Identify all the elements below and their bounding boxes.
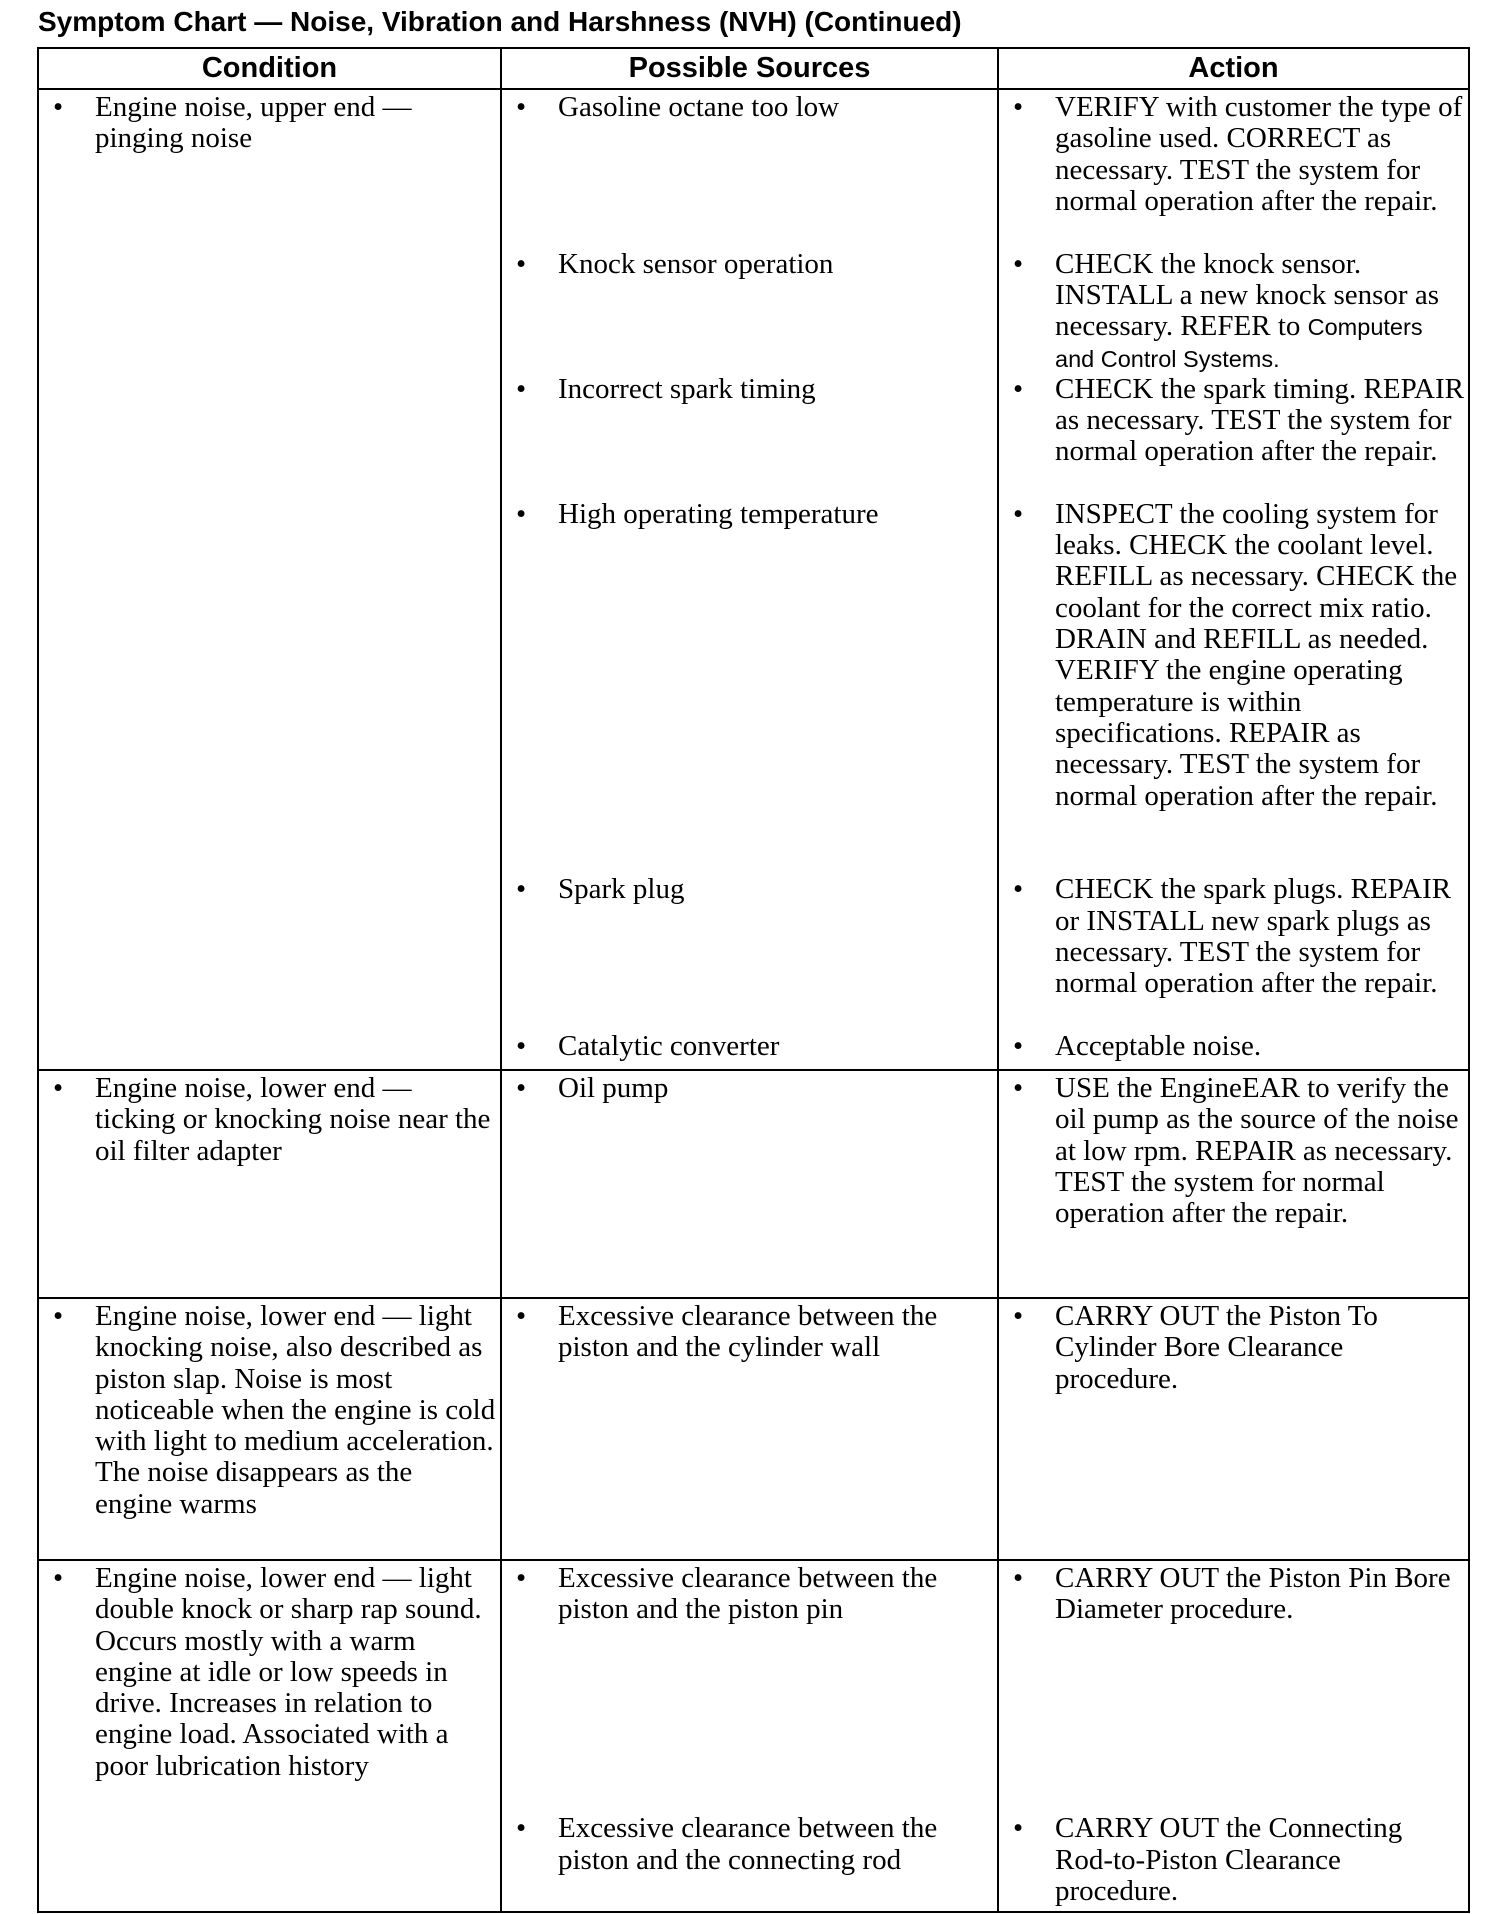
action-item: • CHECK the spark plugs. REPAIR or INSTALL new spark plugs as necessary. TEST the system for normal operation after the repair.: [999, 874, 1468, 1031]
condition-text: • Engine noise, lower end — ticking or knocking noise near the oil filter adapter: [39, 1073, 500, 1167]
action-item: • CARRY OUT the Connecting Rod-to-Piston Clearance procedure.: [999, 1813, 1468, 1907]
condition-header: Condition: [38, 48, 501, 89]
source-item: • Spark plug: [502, 874, 997, 1031]
source-item: • Knock sensor operation: [502, 249, 997, 374]
condition-cell: [38, 1560, 501, 1912]
possible-sources-header: Possible Sources: [501, 48, 998, 89]
action-item: • USE the EngineEAR to verify the oil pump as the source of the noise at low rpm. REPAIR as necessary. TEST the system for normal operation after the repair.: [999, 1073, 1468, 1229]
action-text: CHECK the knock sensor. INSTALL a new knock sensor as necessary. REFER to: [1055, 247, 1439, 343]
sources-cell: [501, 1560, 998, 1912]
sources-cell: [501, 1070, 998, 1298]
table-header-row: [38, 48, 1469, 89]
action-item: • VERIFY with customer the type of gasoline used. CORRECT as necessary. TEST the system for normal operation after the repair.: [999, 92, 1468, 249]
source-item: • Excessive clearance between the piston and the connecting rod: [502, 1813, 997, 1876]
source-item: • Catalytic converter: [502, 1031, 997, 1062]
action-cell: [998, 89, 1469, 1070]
symptom-chart-table: [37, 47, 1470, 1913]
source-item: • High operating temperature: [502, 499, 997, 875]
source-item: • Oil pump: [502, 1073, 997, 1104]
condition-text: • Engine noise, lower end — light knocking noise, also described as piston slap. Noise is most noticeable when the engine is cold with light to medium acceleration. The noise disappears as the engine warms: [39, 1301, 500, 1520]
action-item: • CARRY OUT the Piston Pin Bore Diameter procedure.: [999, 1563, 1468, 1813]
condition-cell: [38, 1070, 501, 1298]
condition-text: • Engine noise, lower end — light double knock or sharp rap sound. Occurs mostly with a warm engine at idle or low speeds in drive. Increases in relation to engine load. Associated with a poor lubrication history: [39, 1563, 500, 1782]
reference-text: Computers and Control Systems.: [1055, 314, 1423, 373]
source-item: • Excessive clearance between the piston and the cylinder wall: [502, 1301, 997, 1364]
page-title: Symptom Chart — Noise, Vibration and Harshness (NVH) (Continued): [38, 6, 962, 37]
table-row: [38, 1560, 1469, 1912]
action-item: • CARRY OUT the Piston To Cylinder Bore Clearance procedure.: [999, 1301, 1468, 1395]
table-row: [38, 1298, 1469, 1560]
source-item: • Incorrect spark timing: [502, 374, 997, 499]
sources-cell: [501, 89, 998, 1070]
source-item: • Excessive clearance between the piston and the piston pin: [502, 1563, 997, 1813]
action-cell: [998, 1560, 1469, 1912]
table-row: [38, 1070, 1469, 1298]
sources-cell: [501, 1298, 998, 1560]
action-cell: [998, 1070, 1469, 1298]
table-row: [38, 89, 1469, 1070]
source-item: • Gasoline octane too low: [502, 92, 997, 249]
condition-cell: [38, 89, 501, 1070]
action-cell: [998, 1298, 1469, 1560]
action-item: • CHECK the spark timing. REPAIR as necessary. TEST the system for normal operation after the repair.: [999, 374, 1468, 499]
action-item: • Acceptable noise.: [999, 1031, 1468, 1062]
condition-text: • Engine noise, upper end — pinging noise: [39, 92, 500, 155]
action-item: [999, 249, 1468, 374]
condition-cell: [38, 1298, 501, 1560]
action-header: Action: [998, 48, 1469, 89]
action-item: • INSPECT the cooling system for leaks. CHECK the coolant level. REFILL as necessary. CHECK the coolant for the correct mix ratio. DRAIN and REFILL as needed. VERIFY the engine operating temperature is within specifications. REPAIR as necessary. TEST the system for normal operation after the repair.: [999, 499, 1468, 875]
